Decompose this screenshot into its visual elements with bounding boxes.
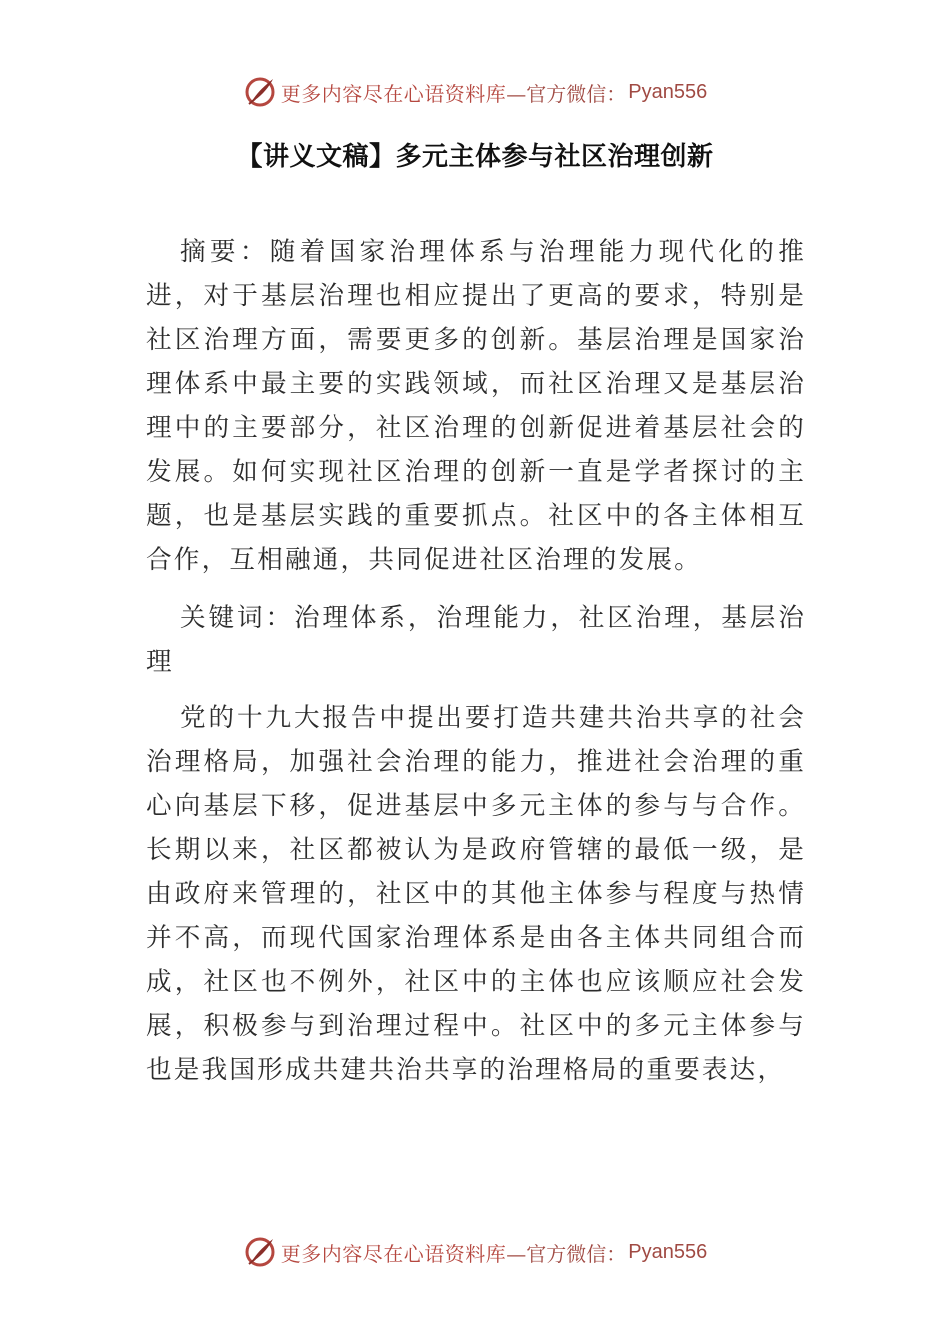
banner-brand-text: 更多内容尽在心语资料库: [280, 81, 507, 106]
quill-logo-icon: [243, 1235, 277, 1269]
document-title: 【讲义文稿】多元主体参与社区治理创新: [236, 142, 714, 172]
body-paragraph: 党的十九大报告中提出要打造共建共治共享的社会治理格局，加强社会治理的能力，推进社会治理的重心向基层下移，促进基层中多元主体的参与与合作。长期以来，社区都被认为是政府管辖的最低一级，是由政府来管理的，社区中的其他主体参与程度与热情并不高，而现代国家治理体系是由各主体共同组合而成，社区也不例外，社区中的主体也应该顺应社会发展，积极参与到治理过程中。社区中的多元主体参与也是我国形成共建共治共享的治理格局的重要表达，: [146, 703, 806, 1085]
banner-brand-text: 更多内容尽在心语资料库: [280, 1241, 507, 1266]
banner-wechat-label: —官方微信：: [506, 81, 627, 106]
abstract-paragraph: 摘要：随着国家治理体系与治理能力现代化的推进，对于基层治理也相应提出了更高的要求，特别是社区治理方面，需要更多的创新。基层治理是国家治理体系中最主要的实践领域，而社区治理又是基层治理中的主要部分，社区治理的创新促进着基层社会的发展。如何实现社区治理的创新一直是学者探讨的主题，也是基层实践的重要抓点。社区中的各主体相互合作，互相融通，共同促进社区治理的发展。: [146, 237, 806, 575]
footer-banner: [0, 1232, 950, 1272]
banner-wechat-label: —官方微信：: [506, 1241, 627, 1266]
banner-wechat-id: Pyan556: [628, 80, 708, 103]
keywords-paragraph: 关键词：治理体系，治理能力，社区治理，基层治理: [146, 603, 806, 677]
banner-wechat-id: Pyan556: [628, 1240, 708, 1263]
header-banner: [0, 72, 950, 112]
quill-logo-icon: [243, 75, 277, 109]
